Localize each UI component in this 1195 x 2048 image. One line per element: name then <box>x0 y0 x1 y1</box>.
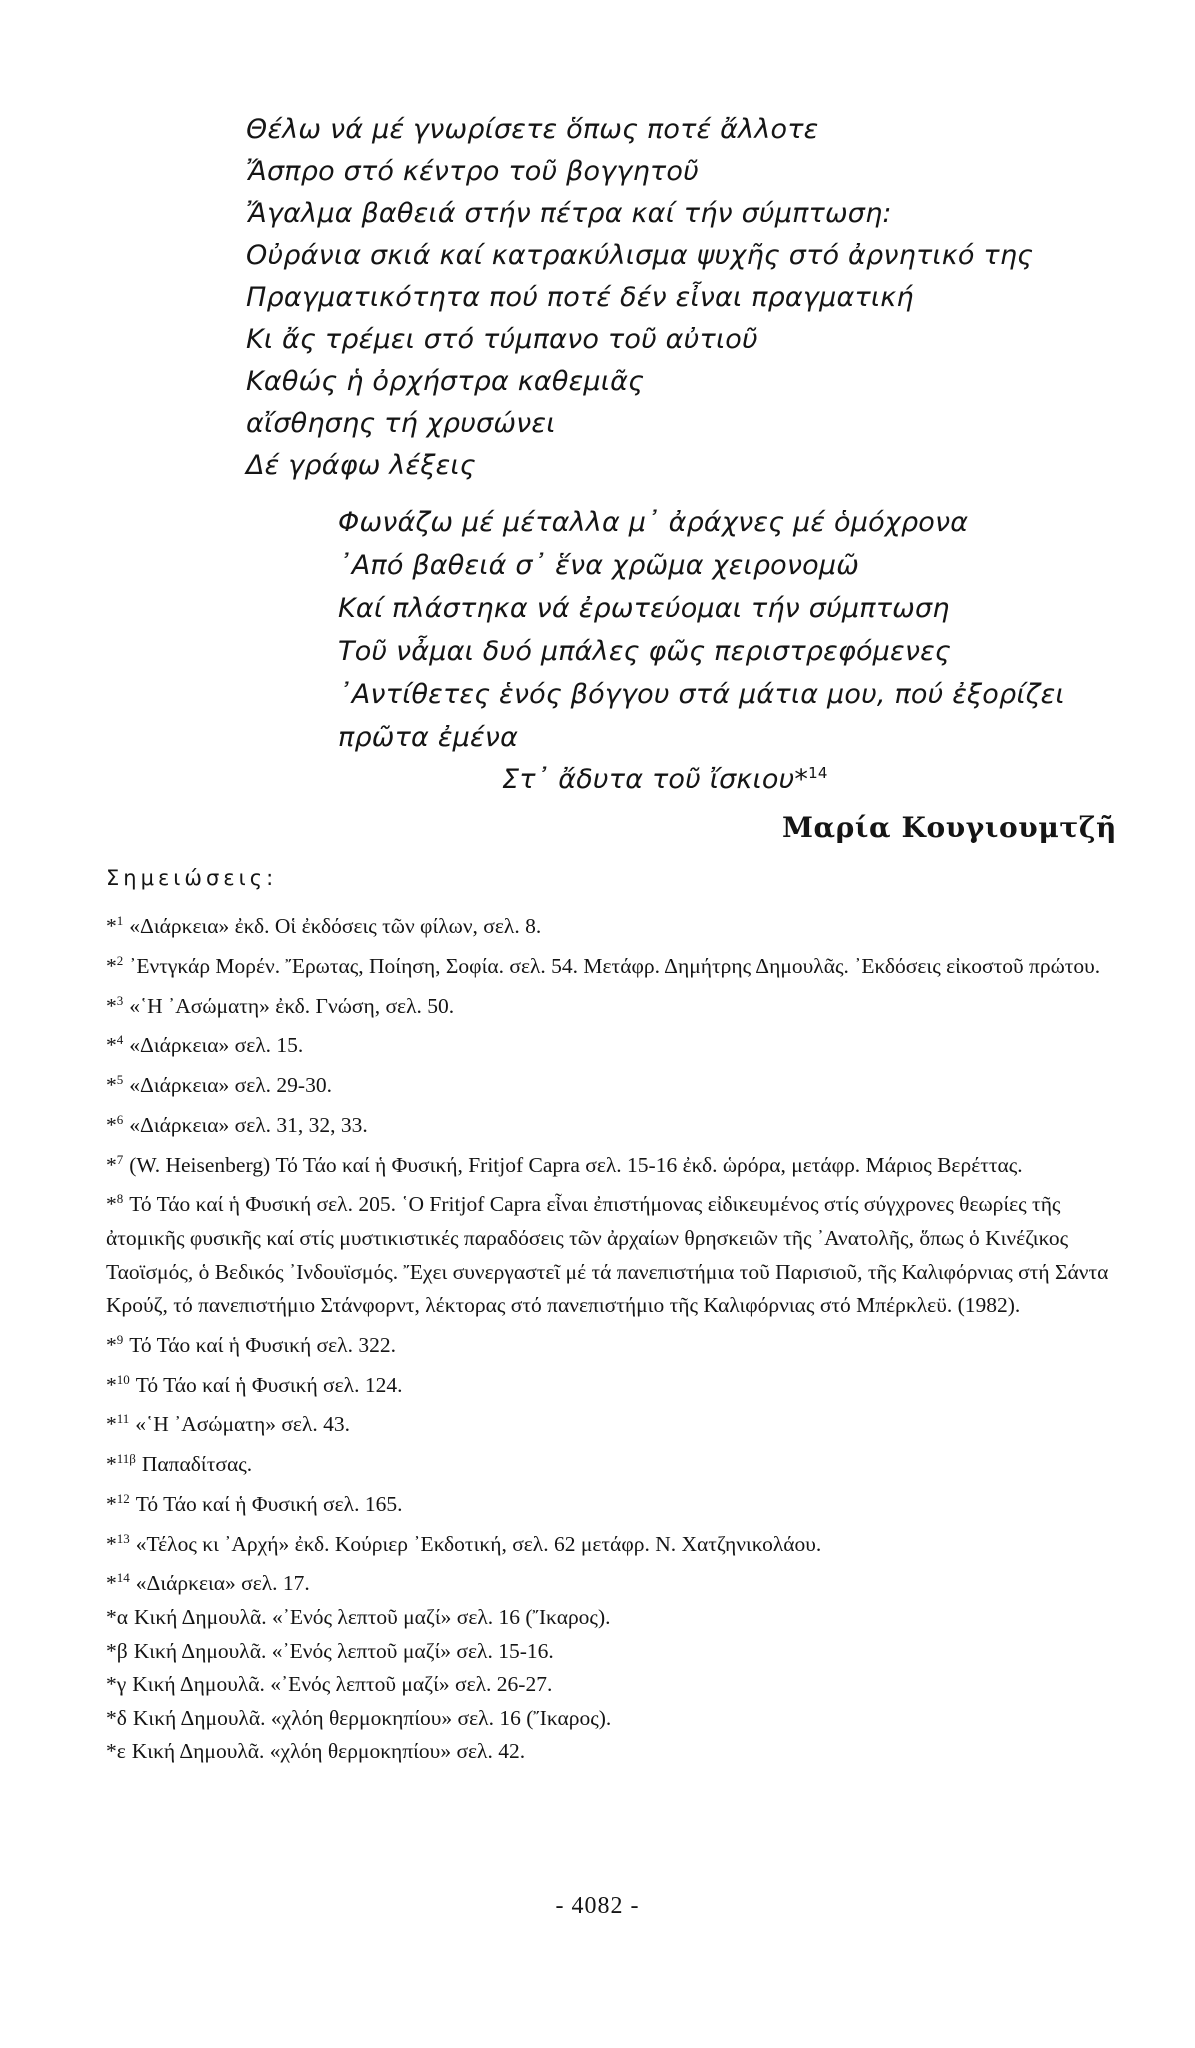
footnote-mark: * <box>106 953 117 978</box>
footnote-number: 1 <box>116 913 124 928</box>
footnote-item <box>106 1023 1112 1063</box>
footnote-number: 10 <box>116 1371 130 1387</box>
footnote-marker <box>106 1672 126 1696</box>
footnote-text: «῾Η ᾿Ασώματη» ἐκδ. Γνώση, σελ. 50. <box>129 993 455 1018</box>
footnote-marker <box>106 1532 130 1556</box>
footnote-marker <box>106 1492 130 1516</box>
footnote-text: «῾Η ᾿Ασώματη» σελ. 43. <box>135 1412 350 1437</box>
footnote-number: 7 <box>116 1151 124 1167</box>
footnote-item <box>106 1143 1112 1183</box>
footnote-text: Τό Τάο καί ἡ Φυσική σελ. 205. ῾Ο Fritjof Capra εἶναι ἐπιστήμονας εἰδικευμένος στίς σύγχρονες θεωρίες τῆς ἀτομικῆς φυσικῆς καί στίς μυστικιστικές παραδόσεις τῶν ἀρχαίων θρησκειῶν τῆς ᾿Ανατολῆς, ὅπως ὁ Κινέζικος Ταοϊσμός, ὁ Βεδικός ᾿Ινδουϊσμός. Ἔχει συνεργαστεῖ μέ τά πανεπιστήμια τοῦ Παρισιοῦ, τῆς Καλιφόρνιας στή Σάντα Κρούζ, τό πανεπιστήμιο Στάνφορντ, λέκτορας στό πανεπιστήμιο τῆς Καλιφόρνιας στό Μπέρκλεϋ. (1982). <box>106 1192 1109 1318</box>
footnote-item <box>106 944 1112 984</box>
page-number: - 4082 - <box>555 1893 640 1919</box>
poem-line: Πραγματικότητα πού ποτέ δέν εἶναι πραγματική <box>246 282 914 313</box>
footnote-item <box>106 904 1112 944</box>
footnote-marker <box>106 1192 123 1216</box>
footnote-marker <box>106 1605 128 1629</box>
poem-line: Κι ἄς τρέμει στό τύμπανο τοῦ αὐτιοῦ <box>246 324 758 355</box>
footnote-reference: 14 <box>808 764 828 782</box>
footnote-marker <box>106 1153 123 1177</box>
footnote-text: (W. Heisenberg) Τό Τάο καί ἡ Φυσική, Fritjof Capra σελ. 15-16 ἐκδ. ὡρόρα, μετάφρ. Μάριος Βερέττας. <box>129 1152 1023 1177</box>
footnote-mark: * <box>106 1112 117 1137</box>
poem-last-line <box>502 762 828 798</box>
footnote-text: Κική Δημουλᾶ. «χλόη θερμοκηπίου» σελ. 16 (Ἴκαρος). <box>132 1705 612 1730</box>
footnote-number: 14 <box>116 1570 130 1586</box>
footnote-marker <box>106 1412 129 1436</box>
poem-line: Φωνάζω μέ μέταλλα μ᾿ ἀράχνες μέ ὁμόχρονα <box>338 507 969 538</box>
footnote-mark: * <box>106 1033 117 1058</box>
footnote-item <box>106 1668 1112 1702</box>
footnote-mark: * <box>106 1531 117 1556</box>
footnote-number: 11 <box>116 1411 130 1427</box>
footnote-text: Κική Δημουλᾶ. «᾿Ενός λεπτοῦ μαζί» σελ. 15-16. <box>133 1638 554 1663</box>
footnote-item <box>106 1323 1112 1363</box>
footnote-text: «Τέλος κι ᾿Αρχή» ἐκδ. Κούριερ ᾿Εκδοτική, σελ. 62 μετάφρ. Ν. Χατζηνικολάου. <box>135 1531 822 1556</box>
poem-line: Καθώς ἡ ὀρχήστρα καθεμιᾶς <box>246 366 645 397</box>
footnote-item <box>106 1063 1112 1103</box>
footnote-text: Τό Τάο καί ἡ Φυσική σελ. 322. <box>129 1332 396 1357</box>
footnote-marker <box>106 914 123 938</box>
footnote-number: 3 <box>116 992 124 1008</box>
footnote-text: «Διάρκεια» σελ. 17. <box>135 1571 310 1596</box>
footnote-mark: *α <box>106 1605 129 1630</box>
footnote-item <box>106 1522 1112 1562</box>
footnote-mark: * <box>106 1372 117 1397</box>
footnote-mark: * <box>106 1192 117 1217</box>
footnote-number: 4 <box>116 1032 124 1048</box>
footnote-text: Τό Τάο καί ἡ Φυσική σελ. 165. <box>135 1491 403 1516</box>
footnote-number: 12 <box>116 1490 130 1506</box>
footnote-marker <box>106 954 123 978</box>
footnote-mark: * <box>106 1332 117 1357</box>
poem-line: ᾿Από βαθειά σ᾿ ἕνα χρῶμα χειρονομῶ <box>338 550 860 581</box>
footnote-item <box>106 1635 1112 1669</box>
notes-list <box>106 904 1112 1769</box>
footnote-number: 9 <box>116 1331 124 1347</box>
footnote-marker <box>106 1739 126 1763</box>
footnote-number: 8 <box>116 1191 124 1207</box>
footnote-text: Κική Δημουλᾶ. «᾿Ενός λεπτοῦ μαζί» σελ. 26-27. <box>132 1672 553 1697</box>
footnote-mark: * <box>106 1491 117 1516</box>
footnote-item <box>106 1363 1112 1403</box>
footnote-item <box>106 1482 1112 1522</box>
poem-line: Ἄγαλμα βαθειά στήν πέτρα καί τήν σύμπτωση: <box>246 198 892 229</box>
footnote-text: Κική Δημουλᾶ. «χλόη θερμοκηπίου» σελ. 42. <box>131 1739 526 1764</box>
footnote-marker <box>106 1571 130 1595</box>
footnote-number: 2 <box>116 952 124 968</box>
footnote-mark: *β <box>106 1638 128 1663</box>
footnote-mark: * <box>106 1073 117 1098</box>
notes-heading: Σημειώσεις: <box>106 866 278 890</box>
footnote-marker <box>106 1706 127 1730</box>
footnote-marker <box>106 1033 123 1057</box>
author-name: Μαρία Κουγιουμτζῆ <box>781 811 1117 844</box>
footnote-marker <box>106 1452 136 1476</box>
poem-line: Θέλω νά μέ γνωρίσετε ὅπως ποτέ ἄλλοτε <box>246 114 819 145</box>
footnote-number: 13 <box>116 1530 130 1546</box>
footnote-marker <box>106 994 123 1018</box>
poem-line: Τοῦ νἆμαι δυό μπάλες φῶς περιστρεφόμενες <box>338 636 951 667</box>
footnote-item <box>106 1601 1112 1635</box>
footnote-mark: *ε <box>106 1739 126 1764</box>
footnote-text: «Διάρκεια» σελ. 29-30. <box>129 1073 332 1098</box>
footnote-number: 11β <box>116 1451 136 1467</box>
footnote-mark: * <box>106 993 117 1018</box>
footnote-item <box>106 1402 1112 1442</box>
poem-line: Δέ γράφω λέξεις <box>246 450 476 481</box>
footnote-text: «Διάρκεια» ἐκδ. Οἱ ἐκδόσεις τῶν φίλων, σελ. 8. <box>129 914 542 939</box>
footnote-mark: *δ <box>106 1705 127 1730</box>
footnote-mark: * <box>106 1452 117 1477</box>
footnote-text: ᾿Εντγκάρ Μορέν. Ἔρωτας, Ποίηση, Σοφία. σελ. 54. Μετάφρ. Δημήτρης Δημουλᾶς. ᾿Εκδόσεις εἰκοστοῦ πρώτου. <box>129 953 1101 978</box>
footnote-mark: * <box>106 1152 117 1177</box>
poem-line: πρῶτα ἐμένα <box>338 722 519 753</box>
footnote-mark: * <box>106 1571 117 1596</box>
footnote-item <box>106 1442 1112 1482</box>
footnote-item <box>106 1182 1112 1323</box>
footnote-item <box>106 1561 1112 1601</box>
footnote-marker <box>106 1639 128 1663</box>
footnote-text: Τό Τάο καί ἡ Φυσική σελ. 124. <box>135 1372 403 1397</box>
footnote-marker <box>106 1373 130 1397</box>
footnote-mark: *γ <box>106 1672 127 1697</box>
poem-line: Ἄσπρο στό κέντρο τοῦ βογγητοῦ <box>246 156 699 187</box>
footnote-marker <box>106 1333 123 1357</box>
footnote-marker <box>106 1073 123 1097</box>
footnote-number: 5 <box>116 1072 124 1087</box>
poem-line: Οὐράνια σκιά καί κατρακύλισμα ψυχῆς στό ἀρνητικό της <box>246 240 1034 271</box>
poem-line: ᾿Αντίθετες ἑνός βόγγου στά μάτια μου, πού ἐξορίζει <box>338 679 1065 710</box>
footnote-mark: * <box>106 1412 117 1437</box>
footnote-item <box>106 1735 1112 1769</box>
footnote-number: 6 <box>116 1111 124 1127</box>
footnote-marker <box>106 1113 123 1137</box>
footnote-text: Παπαδίτσας. <box>141 1452 253 1477</box>
poem-line-text: Στ᾿ ἄδυτα τοῦ ἴσκιου* <box>502 764 809 795</box>
footnote-text: «Διάρκεια» σελ. 15. <box>129 1033 304 1058</box>
footnote-text: «Διάρκεια» σελ. 31, 32, 33. <box>129 1112 368 1137</box>
footnote-text: Κική Δημουλᾶ. «᾿Ενός λεπτοῦ μαζί» σελ. 16 (Ἴκαρος). <box>134 1605 611 1630</box>
footnote-item <box>106 984 1112 1024</box>
poem-line: Καί πλάστηκα νά ἐρωτεύομαι τήν σύμπτωση <box>338 593 950 624</box>
footnote-mark: * <box>106 914 117 939</box>
footnote-item <box>106 1103 1112 1143</box>
footnote-item <box>106 1702 1112 1736</box>
poem-line: αἴσθησης τή χρυσώνει <box>246 408 556 439</box>
